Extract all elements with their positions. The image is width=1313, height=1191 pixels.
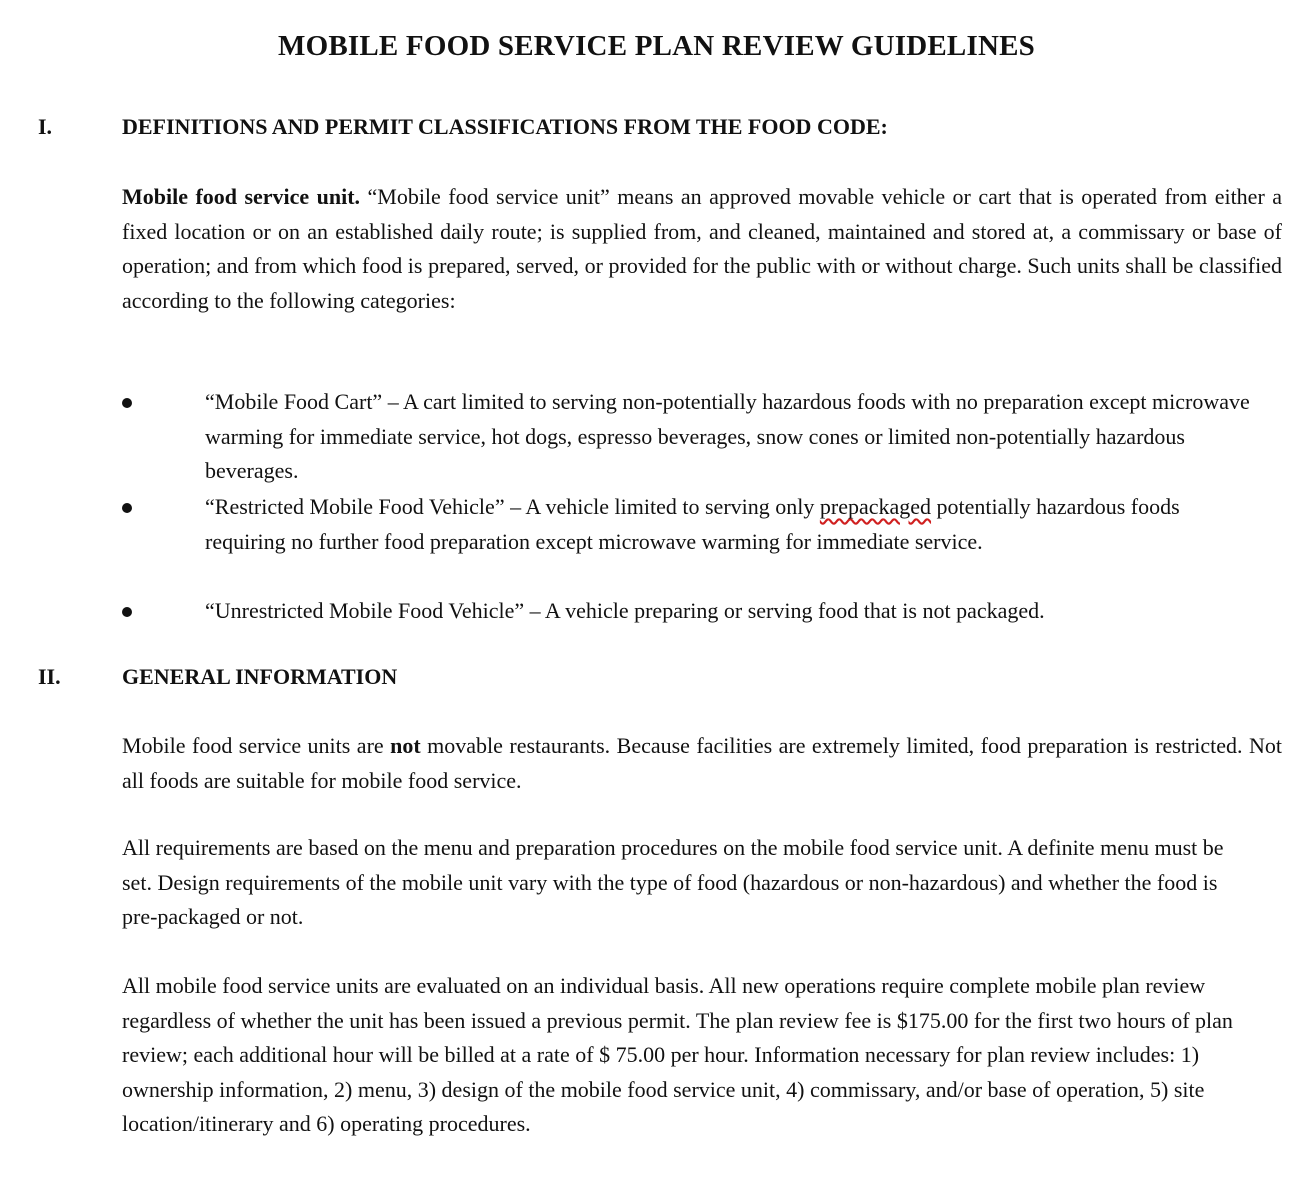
- restricted-text-end: potentially hazardous foods requiring no further food preparation except microwave warming for immediate service.: [205, 494, 1180, 554]
- mobile-unit-definition: [122, 180, 1282, 318]
- definition-text: “Mobile food service unit” means an approved movable vehicle or cart that is operated from either a fixed location or on an established daily route; is supplied from, and cleaned, maintained and stored at, a commissary or base of operation; and from which food is prepared, served, or provided for the public with or without charge. Such units shall be classified according to the following categories:: [122, 184, 1282, 313]
- general-info-paragraph-2: All requirements are based on the menu and preparation procedures on the mobile food service unit. A definite menu must be set. Design requirements of the mobile unit vary with the type of food (hazardous or non-hazardous) and whether the food is pre-packaged or not.: [122, 835, 1224, 929]
- p1-end: movable restaurants. Because facilities are extremely limited, food preparation is restricted. Not all foods are suitable for mobile food service.: [122, 733, 1283, 793]
- restricted-text-start: “Restricted Mobile Food Vehicle” – A vehicle limited to serving only: [205, 494, 820, 519]
- bullet-icon: [122, 503, 132, 513]
- bullet-icon: [122, 607, 132, 617]
- general-info-paragraph-3: All mobile food service units are evaluated on an individual basis. All new operations require complete mobile plan review regardless of whether the unit has been issued a previous permit. The plan review fee is $175.00 for the first two hours of plan review; each additional hour will be billed at a rate of $ 75.00 per hour. Information necessary for plan review includes: 1) ownership information, 2) menu, 3) design of the mobile food service unit, 4) commissary, and/or base of operation, 5) site location/itinerary and 6) operating procedures.: [122, 973, 1233, 1136]
- bullet-mobile-food-cart: “Mobile Food Cart” – A cart limited to serving non-potentially hazardous foods with no preparation except microwave warming for immediate service, hot dogs, espresso beverages, snow cones or limited non-potentially hazardous beverages.: [205, 389, 1250, 483]
- p1-emphasis: not: [390, 733, 421, 758]
- bullet-unrestricted-vehicle: “Unrestricted Mobile Food Vehicle” – A vehicle preparing or serving food that is not packaged.: [205, 598, 1045, 623]
- section-2-number: II.: [38, 664, 61, 689]
- definition-term: Mobile food service unit.: [122, 184, 361, 209]
- section-1-number: I.: [38, 114, 53, 139]
- general-info-paragraph-1: [122, 729, 1282, 798]
- bullet-icon: [122, 398, 132, 408]
- p1-start: Mobile food service units are: [122, 733, 391, 758]
- bullet-restricted-vehicle: [205, 490, 1265, 559]
- section-1-heading: DEFINITIONS AND PERMIT CLASSIFICATIONS FROM THE FOOD CODE:: [122, 114, 888, 139]
- section-2-heading: GENERAL INFORMATION: [122, 664, 398, 689]
- spellcheck-flagged-word: prepackaged: [819, 494, 932, 519]
- document-title: MOBILE FOOD SERVICE PLAN REVIEW GUIDELINES: [278, 30, 1035, 62]
